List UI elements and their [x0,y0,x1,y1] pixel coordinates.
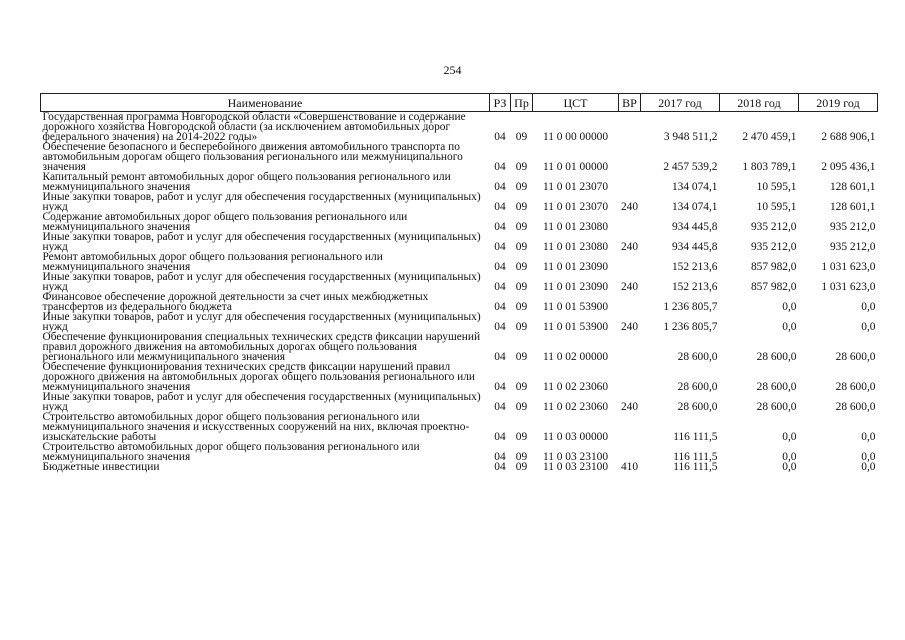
row-cst: 11 0 01 23070 [542,201,609,213]
table-row [41,292,878,312]
table-row [41,442,878,462]
row-cst: 11 0 00 00000 [542,131,609,143]
row-2018: 10 595,1 [756,181,797,193]
table-row [41,362,878,392]
row-2019: 1 031 623,0 [821,261,876,273]
row-rz: 04 [494,161,506,173]
row-name: Иные закупки товаров, работ и услуг для обеспечения государственных (муниципальных) нужд [42,311,481,333]
row-2018: 857 982,0 [750,261,797,273]
row-2017: 28 600,0 [677,401,718,413]
row-2018: 28 600,0 [756,401,797,413]
row-pr: 09 [515,201,528,213]
row-cst: 11 0 03 00000 [542,431,609,443]
row-vr [619,362,641,392]
row-cst: 11 0 01 23090 [542,281,609,293]
row-pr: 09 [515,161,528,173]
row-cst: 11 0 03 23100 [542,451,609,463]
row-vr [619,172,641,192]
row-2019: 0,0 [861,431,876,443]
row-2018: 28 600,0 [756,381,797,393]
row-rz: 04 [494,351,506,363]
row-pr: 09 [515,281,528,293]
row-rz: 04 [494,281,506,293]
header-cst: ЦСТ [533,94,619,112]
table-row [41,392,878,412]
row-cst: 11 0 01 53900 [542,321,609,333]
row-vr [619,212,641,232]
row-2018: 935 212,0 [750,241,797,253]
row-2017: 116 111,5 [673,431,718,443]
row-pr: 09 [515,381,528,393]
row-vr: 240 [620,201,639,213]
table-row [41,112,878,143]
row-2017: 116 111,5 [673,451,718,463]
row-2019: 0,0 [861,451,876,463]
row-2019: 2 688 906,1 [821,131,876,143]
row-2019: 128 601,1 [829,181,876,193]
row-name: Иные закупки товаров, работ и услуг для обеспечения государственных (муниципальных) нужд [42,391,481,413]
table-row [41,462,878,472]
header-2018: 2018 год [720,94,799,112]
row-name: Обеспечение функционирования технических средств фиксации нарушений правил дорожного движения на автомобильных дорогах общего пользования регионального или межмуниципального значения [42,361,475,393]
row-2018: 857 982,0 [750,281,797,293]
row-rz: 04 [494,221,506,233]
row-pr: 09 [515,301,528,313]
row-vr [619,442,641,462]
row-pr: 09 [515,321,528,333]
row-cst: 11 0 01 23080 [542,241,609,253]
row-pr: 09 [515,181,528,193]
row-2017: 134 074,1 [671,181,718,193]
row-cst: 11 0 01 53900 [542,301,609,313]
row-2018: 0,0 [782,431,797,443]
row-vr: 240 [620,281,639,293]
row-2017: 934 445,8 [671,221,718,233]
row-2018: 28 600,0 [756,351,797,363]
row-cst: 11 0 01 23090 [542,261,609,273]
row-pr: 09 [515,401,528,413]
row-2019: 28 600,0 [835,381,876,393]
row-rz: 04 [494,131,506,143]
row-2018: 2 470 459,1 [742,131,797,143]
row-2019: 0,0 [861,301,876,313]
page-number: 254 [443,63,462,77]
row-vr: 240 [620,401,639,413]
row-cst: 11 0 01 00000 [542,161,609,173]
row-name: Содержание автомобильных дорог общего пользования регионального или межмуниципального значения [42,211,408,233]
row-2017: 28 600,0 [677,381,718,393]
row-2018: 10 595,1 [756,201,797,213]
row-name: Строительство автомобильных дорог общего пользования регионального или межмуниципального значения и искусственных сооружений на них, включая проектно-изыскательские работы [42,411,470,443]
table-row [41,212,878,232]
row-2017: 28 600,0 [677,351,718,363]
row-name: Иные закупки товаров, работ и услуг для обеспечения государственных (муниципальных) нужд [42,191,481,213]
row-name: Капитальный ремонт автомобильных дорог общего пользования регионального или межмуниципального значения [42,171,451,193]
row-rz: 04 [494,381,506,393]
table-row [41,412,878,442]
row-rz: 04 [494,431,506,443]
row-vr: 240 [620,321,639,333]
row-2017: 1 236 805,7 [663,321,718,333]
header-vr: ВР [619,94,641,112]
row-2017: 934 445,8 [671,241,718,253]
row-rz: 04 [494,401,506,413]
row-cst: 11 0 02 23060 [542,381,609,393]
row-2018: 0,0 [782,451,797,463]
row-cst: 11 0 02 23060 [542,401,609,413]
row-pr: 09 [515,431,528,443]
row-2018: 935 212,0 [750,221,797,233]
row-name: Бюджетные инвестиции [42,461,160,473]
row-rz: 04 [494,241,506,253]
row-pr: 09 [515,451,528,463]
row-2017: 1 236 805,7 [663,301,718,313]
table-row [41,312,878,332]
row-pr: 09 [515,261,528,273]
row-vr [619,252,641,272]
row-cst: 11 0 02 00000 [542,351,609,363]
row-vr [619,142,641,172]
budget-table [40,93,878,472]
table-row [41,252,878,272]
row-2017: 134 074,1 [671,201,718,213]
row-vr [619,412,641,442]
row-vr: 410 [620,461,639,473]
row-2019: 0,0 [861,321,876,333]
row-pr: 09 [515,461,528,473]
header-2017: 2017 год [641,94,720,112]
table-row [41,142,878,172]
row-cst: 11 0 03 23100 [542,461,609,473]
row-rz: 04 [494,181,506,193]
row-vr [619,292,641,312]
header-pr: Пр [511,94,533,112]
table-row [41,232,878,252]
row-2018: 0,0 [782,301,797,313]
row-2017: 152 213,6 [671,281,718,293]
row-vr [619,332,641,362]
row-rz: 04 [494,201,506,213]
row-2017: 3 948 511,2 [663,131,718,143]
table-row [41,272,878,292]
row-cst: 11 0 01 23070 [542,181,609,193]
row-2019: 1 031 623,0 [821,281,876,293]
row-rz: 04 [494,321,506,333]
row-pr: 09 [515,131,528,143]
table-row [41,332,878,362]
table-row [41,192,878,212]
table-row [41,172,878,192]
row-2017: 2 457 539,2 [663,161,718,173]
row-name: Иные закупки товаров, работ и услуг для обеспечения государственных (муниципальных) нужд [42,271,481,293]
row-2018: 1 803 789,1 [742,161,797,173]
row-rz: 04 [494,301,506,313]
row-name: Государственная программа Новгородской области «Совершенствование и содержание дорожного хозяйства Новгородской области (за исключением автомобильных дорог федерального значения) на 2014-2022 годы» [42,111,466,143]
row-2018: 0,0 [782,461,797,473]
row-2019: 128 601,1 [829,201,876,213]
row-rz: 04 [494,261,506,273]
row-2017: 152 213,6 [671,261,718,273]
row-name: Обеспечение функционирования специальных технических средств фиксации нарушений правил дорожного движения на автомобильных дорогах общего пользования регионального или межмуниципального значения [42,331,481,363]
header-2019: 2019 год [799,94,878,112]
row-2017: 116 111,5 [673,461,718,473]
row-2019: 28 600,0 [835,351,876,363]
row-name: Ремонт автомобильных дорог общего пользования регионального или межмуниципального значения [42,251,383,273]
row-2019: 0,0 [861,461,876,473]
row-cst: 11 0 01 23080 [542,221,609,233]
row-rz: 04 [494,451,506,463]
header-rz: РЗ [490,94,511,112]
row-name: Обеспечение безопасного и бесперебойного движения автомобильного транспорта по автомобильным дорогам общего пользования регионального или межмуниципального значения [42,141,463,173]
row-pr: 09 [515,241,528,253]
row-2018: 0,0 [782,321,797,333]
row-2019: 935 212,0 [829,221,876,233]
row-vr: 240 [620,241,639,253]
row-2019: 2 095 436,1 [821,161,876,173]
row-pr: 09 [515,221,528,233]
row-name: Иные закупки товаров, работ и услуг для обеспечения государственных (муниципальных) нужд [42,231,481,253]
row-vr [619,112,641,143]
table-header-row [41,94,878,112]
header-name: Наименование [41,94,490,112]
row-2019: 28 600,0 [835,401,876,413]
row-rz: 04 [494,461,506,473]
row-name: Финансовое обеспечение дорожной деятельности за счет иных межбюджетных трансфертов из федерального бюджета [42,291,429,313]
row-2019: 935 212,0 [829,241,876,253]
row-name: Строительство автомобильных дорог общего пользования регионального или межмуниципального значения [42,441,420,463]
row-pr: 09 [515,351,528,363]
